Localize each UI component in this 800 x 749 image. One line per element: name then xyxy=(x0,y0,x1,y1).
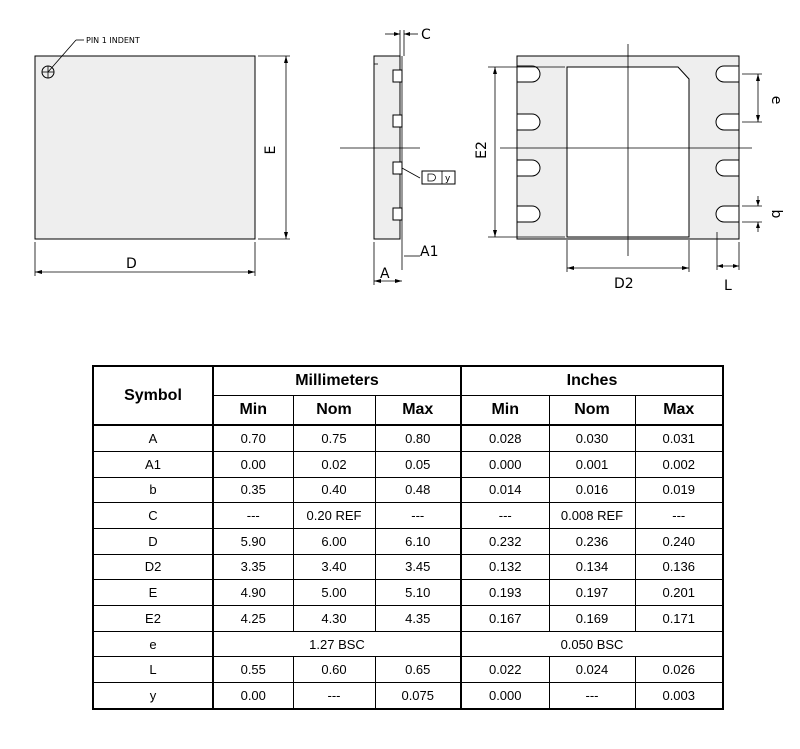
row-symbol: e xyxy=(93,631,213,657)
cell: 0.002 xyxy=(635,451,723,477)
cell: 0.55 xyxy=(213,657,293,683)
in-max-header: Max xyxy=(635,396,723,426)
dim-label-D2: D2 xyxy=(614,276,634,292)
dimensions-table xyxy=(92,365,724,710)
millimeters-header: Millimeters xyxy=(213,366,461,396)
table-row xyxy=(93,657,723,683)
dim-label-A1: A1 xyxy=(420,244,439,260)
cell: 0.000 xyxy=(461,451,549,477)
cell: 4.35 xyxy=(375,606,461,632)
dim-label-e: e xyxy=(768,95,784,105)
package-outline-drawing xyxy=(0,0,800,330)
table-row xyxy=(93,580,723,606)
cell: 0.026 xyxy=(635,657,723,683)
cell: 0.016 xyxy=(549,477,635,503)
cell: 5.00 xyxy=(293,580,375,606)
cell: 0.050 BSC xyxy=(461,631,723,657)
cell: 0.60 xyxy=(293,657,375,683)
cell: 0.075 xyxy=(375,683,461,709)
cell: 0.00 xyxy=(213,451,293,477)
cell: 0.40 xyxy=(293,477,375,503)
cell: 0.022 xyxy=(461,657,549,683)
cell: 0.136 xyxy=(635,554,723,580)
row-symbol: C xyxy=(93,503,213,529)
mm-min-header: Min xyxy=(213,396,293,426)
cell: 0.000 xyxy=(461,683,549,709)
bottom-view xyxy=(474,44,784,294)
dim-label-E: E xyxy=(263,145,279,155)
cell: 0.75 xyxy=(293,425,375,451)
row-symbol: y xyxy=(93,683,213,709)
cell: 6.10 xyxy=(375,528,461,554)
cell: 0.70 xyxy=(213,425,293,451)
row-symbol: E xyxy=(93,580,213,606)
cell: 0.134 xyxy=(549,554,635,580)
cell: 0.167 xyxy=(461,606,549,632)
cell: 0.003 xyxy=(635,683,723,709)
cell: 0.193 xyxy=(461,580,549,606)
cell: 0.001 xyxy=(549,451,635,477)
mm-max-header: Max xyxy=(375,396,461,426)
dim-label-A: A xyxy=(380,266,390,282)
cell: 6.00 xyxy=(293,528,375,554)
table-row xyxy=(93,451,723,477)
table-row xyxy=(93,425,723,451)
cell: 4.25 xyxy=(213,606,293,632)
cell: 0.169 xyxy=(549,606,635,632)
in-min-header: Min xyxy=(461,396,549,426)
dim-label-C: C xyxy=(421,27,431,43)
table-row xyxy=(93,477,723,503)
table-row xyxy=(93,606,723,632)
side-view xyxy=(340,27,455,285)
cell: 0.05 xyxy=(375,451,461,477)
cell: --- xyxy=(635,503,723,529)
cell: 0.35 xyxy=(213,477,293,503)
cell: 0.171 xyxy=(635,606,723,632)
table-row xyxy=(93,683,723,709)
cell: 5.90 xyxy=(213,528,293,554)
cell: --- xyxy=(549,683,635,709)
cell: 0.48 xyxy=(375,477,461,503)
cell: 0.00 xyxy=(213,683,293,709)
cell: 3.35 xyxy=(213,554,293,580)
dim-label-b: b xyxy=(768,209,784,219)
cell: 0.201 xyxy=(635,580,723,606)
top-view xyxy=(35,36,290,276)
in-nom-header: Nom xyxy=(549,396,635,426)
cell: 4.30 xyxy=(293,606,375,632)
cell: 4.90 xyxy=(213,580,293,606)
cell: 0.030 xyxy=(549,425,635,451)
dim-label-D: D xyxy=(126,256,137,272)
table-row xyxy=(93,528,723,554)
cell: --- xyxy=(213,503,293,529)
pin1-indent-label: PIN 1 INDENT xyxy=(86,36,140,45)
row-symbol: D xyxy=(93,528,213,554)
cell: 0.80 xyxy=(375,425,461,451)
cell: 0.02 xyxy=(293,451,375,477)
row-symbol: D2 xyxy=(93,554,213,580)
flatness-label-y: y xyxy=(445,174,451,184)
row-symbol: L xyxy=(93,657,213,683)
cell: --- xyxy=(461,503,549,529)
cell: 0.028 xyxy=(461,425,549,451)
cell: 0.232 xyxy=(461,528,549,554)
table-row xyxy=(93,631,723,657)
cell: 0.014 xyxy=(461,477,549,503)
cell: 0.240 xyxy=(635,528,723,554)
cell: 3.45 xyxy=(375,554,461,580)
symbol-header: Symbol xyxy=(93,366,213,425)
cell: 0.197 xyxy=(549,580,635,606)
cell: 3.40 xyxy=(293,554,375,580)
cell: --- xyxy=(375,503,461,529)
row-symbol: A1 xyxy=(93,451,213,477)
cell: 0.031 xyxy=(635,425,723,451)
cell: 0.65 xyxy=(375,657,461,683)
cell: --- xyxy=(293,683,375,709)
cell: 0.019 xyxy=(635,477,723,503)
dim-label-L: L xyxy=(724,278,732,294)
row-symbol: b xyxy=(93,477,213,503)
cell: 0.008 REF xyxy=(549,503,635,529)
cell: 1.27 BSC xyxy=(213,631,461,657)
dim-label-E2: E2 xyxy=(474,141,490,159)
table-row xyxy=(93,503,723,529)
cell: 5.10 xyxy=(375,580,461,606)
inches-header: Inches xyxy=(461,366,723,396)
cell: 0.024 xyxy=(549,657,635,683)
row-symbol: E2 xyxy=(93,606,213,632)
cell: 0.132 xyxy=(461,554,549,580)
table-row xyxy=(93,554,723,580)
cell: 0.20 REF xyxy=(293,503,375,529)
row-symbol: A xyxy=(93,425,213,451)
cell: 0.236 xyxy=(549,528,635,554)
top-view-body xyxy=(35,56,255,239)
mm-nom-header: Nom xyxy=(293,396,375,426)
